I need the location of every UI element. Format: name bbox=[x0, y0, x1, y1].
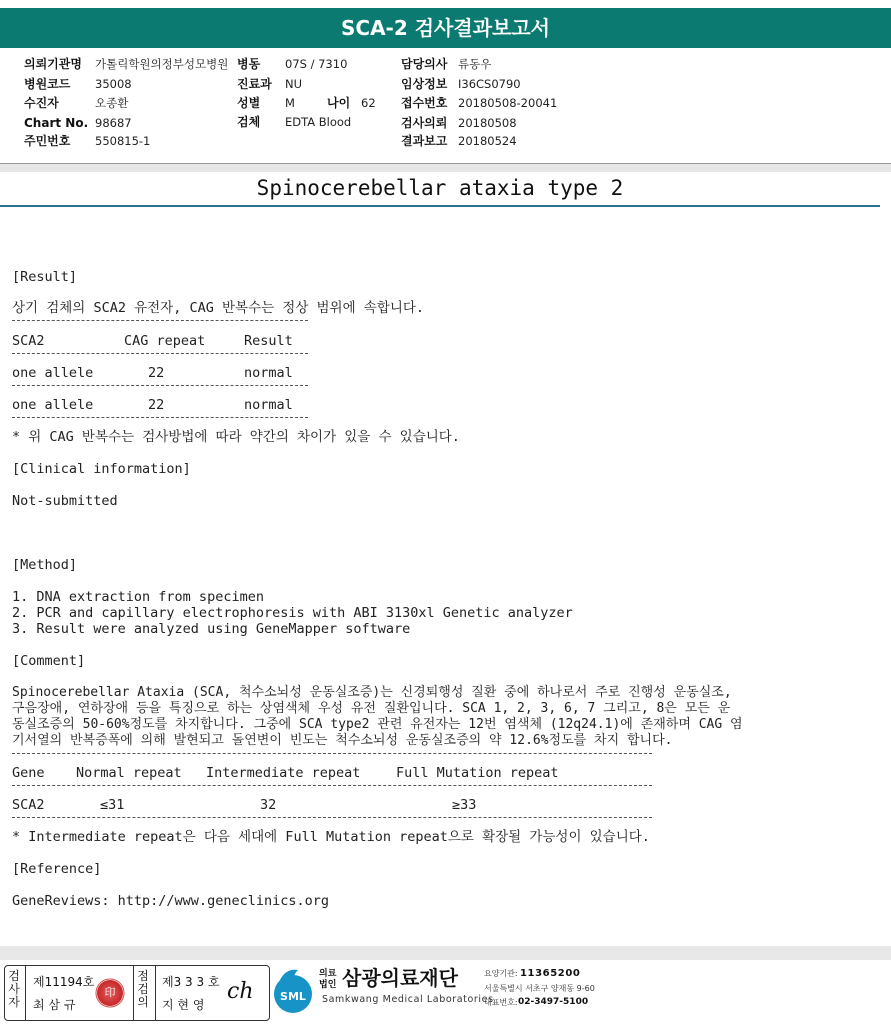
footer-divider bbox=[0, 946, 891, 960]
banner-title: SCA-2 검사결과보고서 bbox=[341, 16, 550, 40]
reference-heading: [Reference] bbox=[12, 861, 102, 877]
comment-row-full: ≥33 bbox=[452, 797, 477, 813]
footer bbox=[0, 960, 891, 1029]
org-prefix-bottom: 법인 bbox=[319, 980, 337, 990]
divider bbox=[25, 966, 26, 1020]
seal-stamp bbox=[95, 978, 125, 1008]
clinical-heading: [Clinical information] bbox=[12, 461, 191, 477]
comment-col-gene: Gene bbox=[12, 765, 45, 781]
title-rule bbox=[0, 205, 880, 207]
comment-line-2: 구음장애, 연하장애 등을 특징으로 하는 상염색체 우성 유전 질환입니다. SCA 1, 2, 3, 6, 7 그리고, 8은 모든 운 bbox=[12, 701, 731, 716]
chart-label: Chart No. bbox=[24, 116, 89, 130]
comment-line-4: 기서열의 반복증폭에 의해 발현되고 돌연변이 빈도는 척수소뇌성 운동실조증의 약 12.6%정도를 차지 합니다. bbox=[12, 733, 673, 748]
comment-note: * Intermediate repeat은 다음 세대에 Full Mutation repeat으로 확장될 가능성이 있습니다. bbox=[12, 829, 650, 845]
report-title: Spinocerebellar ataxia type 2 bbox=[256, 176, 624, 200]
org-name: 삼광의료재단 bbox=[342, 966, 458, 990]
result-row-1-repeat: 22 bbox=[148, 365, 165, 381]
code-value: 35008 bbox=[95, 77, 132, 91]
clinical-text: Not-submitted bbox=[12, 493, 118, 509]
specimen-label: 검체 bbox=[237, 115, 261, 129]
report-date-value: 20180524 bbox=[458, 134, 517, 148]
method-step-3: 3. Result were analyzed using GeneMapper software bbox=[12, 621, 411, 637]
chart-value: 98687 bbox=[95, 116, 132, 130]
hospital-value: 가톨릭학원의정부성모병원 bbox=[95, 57, 229, 71]
id-label: 주민번호 bbox=[24, 134, 71, 148]
result-col-gene: SCA2 bbox=[12, 333, 45, 349]
divider bbox=[12, 417, 308, 418]
patient-label: 수진자 bbox=[24, 96, 59, 110]
clinical-info-value: I36CS0790 bbox=[458, 77, 521, 91]
reference-text: GeneReviews: http://www.geneclinics.org bbox=[12, 893, 329, 909]
receipt-value: 20180508-20041 bbox=[458, 96, 558, 110]
tester-license: 제11194호 bbox=[33, 975, 95, 989]
registration-label: 요양기관: bbox=[484, 969, 518, 978]
comment-col-full: Full Mutation repeat bbox=[396, 765, 559, 781]
result-row-2-allele: one allele bbox=[12, 397, 94, 413]
id-value: 550815-1 bbox=[95, 134, 151, 148]
checker-vertical-label: 점검의 bbox=[137, 969, 149, 1009]
signature-box bbox=[4, 965, 270, 1021]
comment-row-normal: ≤31 bbox=[100, 797, 125, 813]
result-row-2-result: normal bbox=[244, 397, 293, 413]
doctor-label: 담당의사 bbox=[401, 57, 448, 71]
divider bbox=[155, 966, 156, 1020]
dept-value: NU bbox=[285, 77, 303, 91]
signature: ch bbox=[227, 979, 254, 1004]
hospital-label: 의뢰기관명 bbox=[24, 57, 82, 71]
result-row-2-repeat: 22 bbox=[148, 397, 165, 413]
receipt-label: 접수번호 bbox=[401, 96, 448, 110]
method-step-2: 2. PCR and capillary electrophoresis with ABI 3130xl Genetic analyzer bbox=[12, 605, 573, 621]
result-note: * 위 CAG 반복수는 검사방법에 따라 약간의 차이가 있을 수 있습니다. bbox=[12, 429, 460, 445]
divider bbox=[12, 320, 308, 321]
dept-label: 진료과 bbox=[237, 77, 272, 91]
comment-col-intermediate: Intermediate repeat bbox=[206, 765, 361, 781]
age-label: 나이 bbox=[327, 96, 351, 110]
request-value: 20180508 bbox=[458, 116, 517, 130]
divider bbox=[12, 817, 652, 818]
org-address: 서울특별시 서초구 양재동 9-60 bbox=[484, 984, 595, 993]
phone-number: 02-3497-5100 bbox=[518, 997, 589, 1007]
result-row-1-result: normal bbox=[244, 365, 293, 381]
divider bbox=[12, 785, 652, 786]
patient-value: 오종환 bbox=[95, 96, 129, 110]
comment-col-normal: Normal repeat bbox=[76, 765, 182, 781]
tester-name: 최 삼 규 bbox=[33, 998, 76, 1012]
result-heading: [Result] bbox=[12, 269, 78, 285]
method-step-1: 1. DNA extraction from specimen bbox=[12, 589, 264, 605]
comment-line-1: Spinocerebellar Ataxia (SCA, 척수소뇌성 운동실조증)는 신경퇴행성 질환 중에 하나로서 주로 진행성 운동실조, bbox=[12, 685, 732, 700]
report-title-banner bbox=[0, 8, 891, 48]
registration-number: 11365200 bbox=[520, 968, 581, 979]
sml-logo-text: SML bbox=[280, 990, 306, 1003]
divider bbox=[12, 353, 308, 354]
result-col-repeat: CAG repeat bbox=[124, 333, 206, 349]
result-summary: 상기 검체의 SCA2 유전자, CAG 반복수는 정상 범위에 속합니다. bbox=[12, 300, 425, 316]
checker-license: 제3 3 3 호 bbox=[162, 975, 220, 989]
divider bbox=[12, 385, 308, 386]
checker-name: 지 현 영 bbox=[162, 998, 205, 1012]
ward-value: 07S / 7310 bbox=[285, 57, 348, 71]
result-row-1-allele: one allele bbox=[12, 365, 94, 381]
sex-label: 성별 bbox=[237, 96, 261, 110]
report-date-label: 결과보고 bbox=[401, 134, 448, 148]
age-value: 62 bbox=[361, 96, 376, 110]
header-divider bbox=[0, 163, 891, 172]
code-label: 병원코드 bbox=[24, 77, 71, 91]
comment-heading: [Comment] bbox=[12, 653, 86, 669]
result-col-result: Result bbox=[244, 333, 293, 349]
clinical-info-label: 임상정보 bbox=[401, 77, 448, 91]
specimen-value: EDTA Blood bbox=[285, 115, 352, 129]
request-label: 검사의뢰 bbox=[401, 116, 448, 130]
tester-vertical-label: 검사자 bbox=[8, 969, 20, 1009]
org-english-name: Samkwang Medical Laboratories bbox=[322, 994, 494, 1005]
method-heading: [Method] bbox=[12, 557, 78, 573]
phone-label: 대표번호: bbox=[484, 998, 518, 1007]
doctor-value: 류동우 bbox=[458, 57, 492, 71]
seal-stamp-text: 印 bbox=[104, 986, 116, 999]
sml-logo-icon bbox=[272, 966, 314, 1014]
comment-line-3: 동실조증의 50-60%정도를 차지합니다. 그중에 SCA type2 관련 유전자는 12번 염색체 (12q24.1)에 존재하며 CAG 염 bbox=[12, 717, 743, 732]
comment-row-gene: SCA2 bbox=[12, 797, 45, 813]
ward-label: 병동 bbox=[237, 57, 261, 71]
divider bbox=[12, 753, 652, 754]
patient-info-block bbox=[0, 52, 891, 164]
org-prefix-top: 의료 bbox=[319, 969, 337, 979]
sex-value: M bbox=[285, 96, 295, 110]
comment-row-intermediate: 32 bbox=[260, 797, 277, 813]
divider bbox=[133, 966, 134, 1020]
